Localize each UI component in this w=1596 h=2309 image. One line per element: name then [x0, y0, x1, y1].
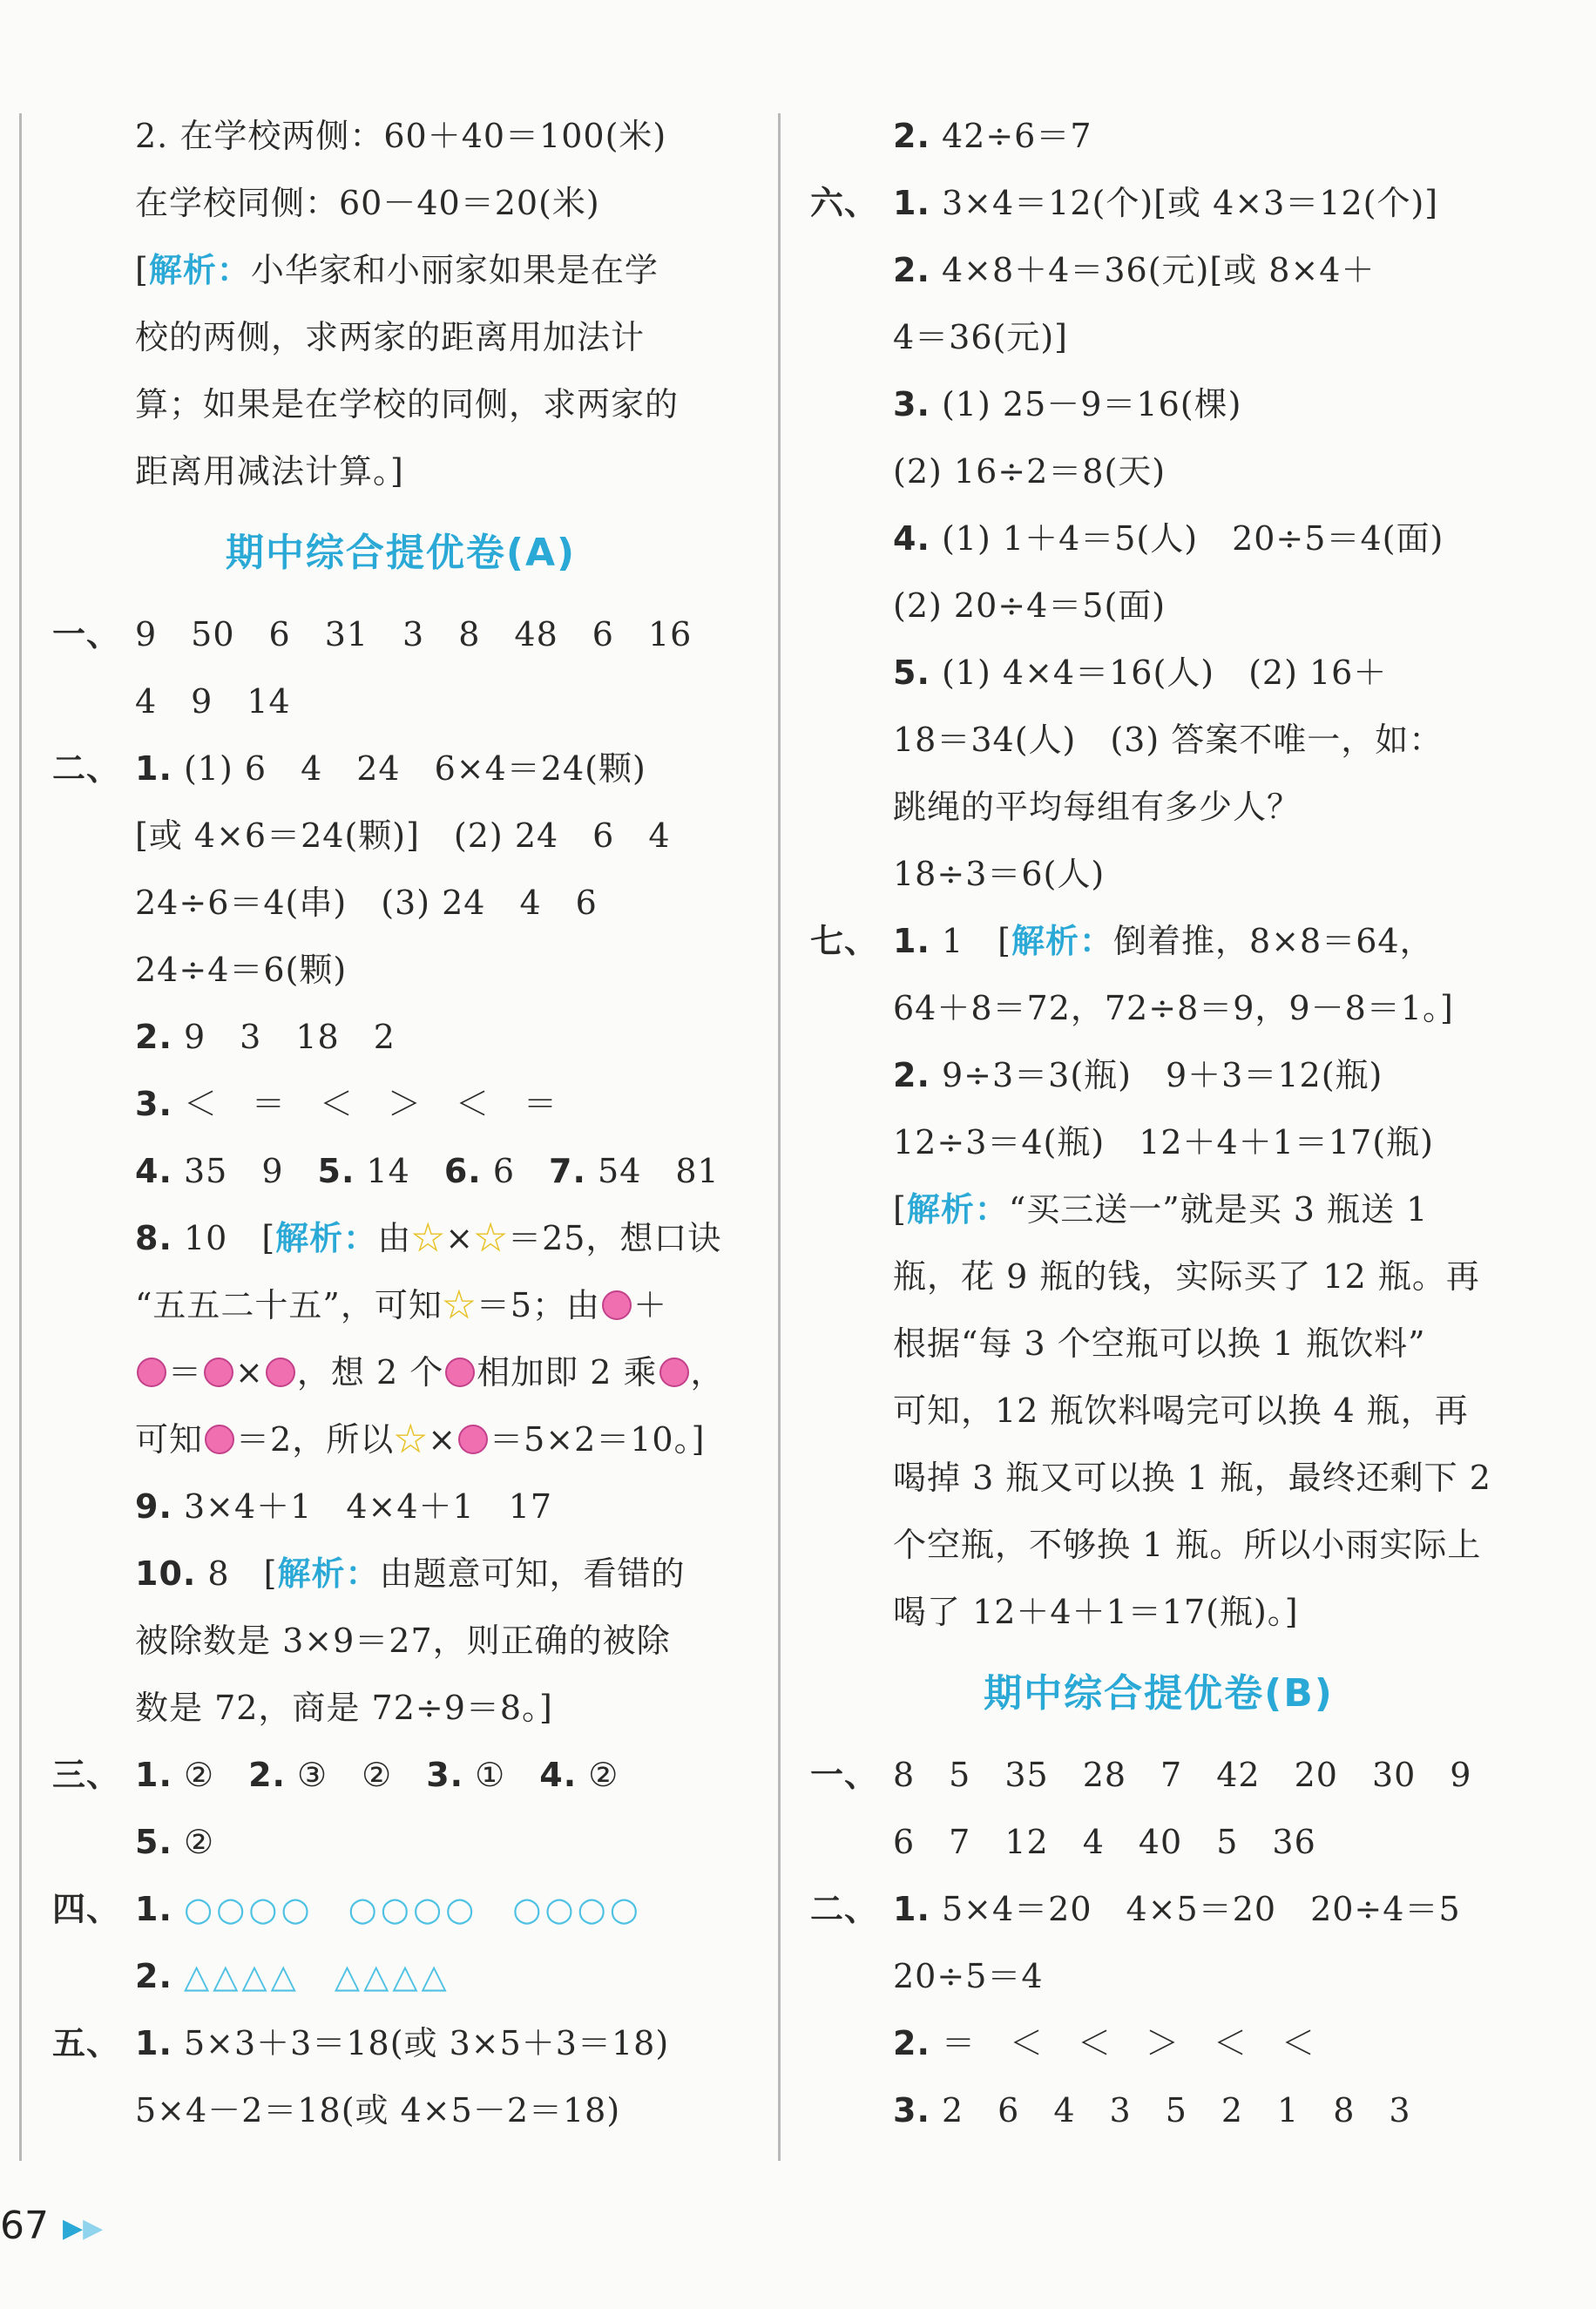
section-label: 二、 — [52, 749, 121, 788]
answer-line: 瓶，花 9 瓶的钱，实际买了 12 瓶。再 — [893, 1257, 1480, 1296]
answer-line: 24÷6＝4(串) (3) 24 4 6 — [135, 884, 598, 922]
left-edge-line — [19, 113, 22, 2161]
answer-line: 2. 9÷3＝3(瓶) 9＋3＝12(瓶) — [893, 1056, 1383, 1094]
circle-group-icon: ○○○○ — [348, 1890, 478, 1928]
answer-line: 3. 2 6 4 3 5 2 1 8 3 — [893, 2091, 1411, 2130]
answer-line: 18÷3＝6(人) — [893, 855, 1106, 893]
answer-line: 2. ＝ ＜ ＜ ＞ ＜ ＜ — [893, 2024, 1315, 2062]
answer-line: 二、 1. 5×4＝20 4×5＝20 20÷4＝5 — [810, 1876, 1507, 1943]
answer-line: 18＝34(人) (3) 答案不唯一，如： — [893, 721, 1444, 759]
answer-line: 3. (1) 25－9＝16(棵) — [893, 385, 1242, 423]
answer-line: 喝了 12＋4＋1＝17(瓶)。] — [893, 1593, 1299, 1631]
answer-line: 3. ＜ ＝ ＜ ＞ ＜ ＝ — [135, 1085, 558, 1123]
answer-line: 四、 1. ○○○○ ○○○○ ○○○○ — [52, 1876, 749, 1943]
left-column — [52, 103, 749, 2144]
pink-circle-icon — [445, 1358, 475, 1387]
answer-line: 被除数是 3×9＝27，则正确的被除 — [135, 1622, 671, 1660]
answer-line: 6 7 12 4 40 5 36 — [893, 1823, 1316, 1861]
analysis-label: 解析： — [906, 1190, 1009, 1229]
answer-line: 24÷4＝6(颗) — [135, 951, 348, 989]
section-label: 三、 — [52, 1756, 121, 1794]
answer-line: 2. 42÷6＝7 — [893, 117, 1092, 155]
star-icon: ☆ — [394, 1420, 429, 1459]
section-label: 一、 — [810, 1756, 879, 1794]
answer-line: 数是 72，商是 72÷9＝8。] — [135, 1689, 553, 1727]
circle-group-icon: ○○○○ — [183, 1890, 314, 1928]
section-label: 七、 — [810, 922, 879, 960]
answer-line: ＝ × ，想 2 个 相加即 2 乘 ， — [52, 1339, 749, 1406]
answer-line: 六、 1. 3×4＝12(个)[或 4×3＝12(个)] — [810, 170, 1507, 237]
answer-line: 4. 35 9 5. 14 6. 6 7. 54 81 — [135, 1152, 720, 1190]
right-column — [810, 103, 1507, 2144]
answer-line: 4. (1) 1＋4＝5(人) 20÷5＝4(面) — [893, 519, 1444, 558]
answer-line: 可知 ＝2，所以☆× ＝5×2＝10。] — [135, 1420, 706, 1459]
triangle-group-icon: △△△△ — [183, 1957, 300, 1995]
section-label: 六、 — [810, 184, 879, 222]
page-number: 67 — [0, 2204, 49, 2248]
answer-line: 10. 8 [解析：由题意可知，看错的 — [135, 1554, 686, 1593]
analysis-label: 解析： — [275, 1219, 378, 1257]
answer-line: (2) 20÷4＝5(面) — [893, 586, 1167, 625]
pink-circle-icon — [204, 1358, 233, 1387]
section-label: 一、 — [52, 615, 121, 653]
answer-line: 可知，12 瓶饮料喝完可以换 4 瓶，再 — [893, 1391, 1469, 1430]
answer-line: 校的两侧，求两家的距离用加法计 — [135, 318, 646, 356]
answer-line: 5×4－2＝18(或 4×5－2＝18) — [135, 2091, 621, 2130]
play-arrow-icon: ▶ — [63, 2213, 84, 2244]
answer-line: 2. 在学校两侧：60＋40＝100(米) — [135, 117, 667, 155]
answer-line: 8. 10 [解析：由☆×☆＝25，想口诀 — [135, 1219, 722, 1257]
answer-line: 五、 1. 5×3＋3＝18(或 3×5＋3＝18) — [52, 2010, 749, 2077]
answer-line: 算；如果是在学校的同侧，求两家的 — [135, 385, 680, 423]
triangle-group-icon: △△△△ — [334, 1957, 450, 1995]
pink-circle-icon — [137, 1358, 166, 1387]
pink-circle-icon — [602, 1290, 632, 1320]
pink-circle-icon — [205, 1425, 234, 1454]
answer-line: 个空瓶，不够换 1 瓶。所以小雨实际上 — [893, 1526, 1482, 1564]
section-label: 二、 — [810, 1890, 879, 1928]
pink-circle-icon — [458, 1425, 488, 1454]
answer-line: 4＝36(元)] — [893, 318, 1069, 356]
section-heading-a: 期中综合提优卷(A) — [225, 531, 577, 575]
answer-line: 在学校同侧：60－40＝20(米) — [135, 184, 600, 222]
answer-line: 5. ② — [135, 1823, 215, 1861]
section-heading-b: 期中综合提优卷(B) — [984, 1671, 1334, 1716]
answer-line: 2. 9 3 18 2 — [135, 1018, 396, 1056]
answer-line: 距离用减法计算。] — [135, 452, 404, 491]
answer-line: 一、 9 50 6 31 3 8 48 6 16 — [52, 601, 749, 668]
answer-line: (2) 16÷2＝8(天) — [893, 452, 1167, 491]
answer-line: 5. (1) 4×4＝16(人) (2) 16＋ — [893, 653, 1388, 692]
pink-circle-icon — [659, 1358, 689, 1387]
pink-circle-icon — [266, 1358, 295, 1387]
answer-line: 2. △△△△ △△△△ — [135, 1957, 450, 1995]
section-label: 四、 — [52, 1890, 121, 1928]
answer-line: 20÷5＝4 — [893, 1957, 1044, 1995]
analysis-label: 解析： — [1011, 922, 1114, 960]
star-icon: ☆ — [442, 1286, 477, 1324]
answer-line: 跳绳的平均每组有多少人？ — [893, 788, 1302, 826]
column-divider — [778, 113, 781, 2161]
answer-line: 根据“每 3 个空瓶可以换 1 瓶饮料” — [893, 1324, 1426, 1363]
answer-line: 2. 4×8＋4＝36(元)[或 8×4＋ — [893, 251, 1376, 289]
analysis-label: 解析： — [277, 1554, 380, 1593]
arrow-icon — [63, 2204, 103, 2253]
section-label: 五、 — [52, 2024, 121, 2062]
answer-line: [解析：“买三送一”就是买 3 瓶送 1 — [893, 1190, 1429, 1229]
star-icon: ☆ — [411, 1219, 446, 1257]
answer-line: [或 4×6＝24(颗)] (2) 24 6 4 — [135, 816, 671, 855]
answer-line: 三、 1. ② 2. ③ ② 3. ① 4. ② — [52, 1742, 749, 1809]
answer-line: 12÷3＝4(瓶) 12＋4＋1＝17(瓶) — [893, 1123, 1434, 1161]
play-arrow-icon: ▶ — [83, 2213, 104, 2244]
answer-line: “五五二十五”，可知☆＝5；由 ＋ — [135, 1286, 668, 1324]
answer-line: 二、 1. (1) 6 4 24 6×4＝24(颗) — [52, 735, 749, 802]
answer-line: 4 9 14 — [135, 682, 291, 721]
circle-group-icon: ○○○○ — [512, 1890, 642, 1928]
answer-line: 喝掉 3 瓶又可以换 1 瓶，最终还剩下 2 — [893, 1459, 1491, 1497]
analysis-label: 解析： — [148, 251, 251, 289]
answer-line: [解析：小华家和小丽家如果是在学 — [135, 251, 659, 289]
answer-line: 9. 3×4＋1 4×4＋1 17 — [135, 1487, 553, 1526]
answer-line: 七、 1. 1 [解析：倒着推，8×8＝64， — [810, 908, 1507, 975]
star-icon: ☆ — [474, 1219, 509, 1257]
answer-line: 64＋8＝72，72÷8＝9，9－8＝1。] — [893, 989, 1454, 1027]
answer-line: 一、 8 5 35 28 7 42 20 30 9 — [810, 1742, 1507, 1809]
